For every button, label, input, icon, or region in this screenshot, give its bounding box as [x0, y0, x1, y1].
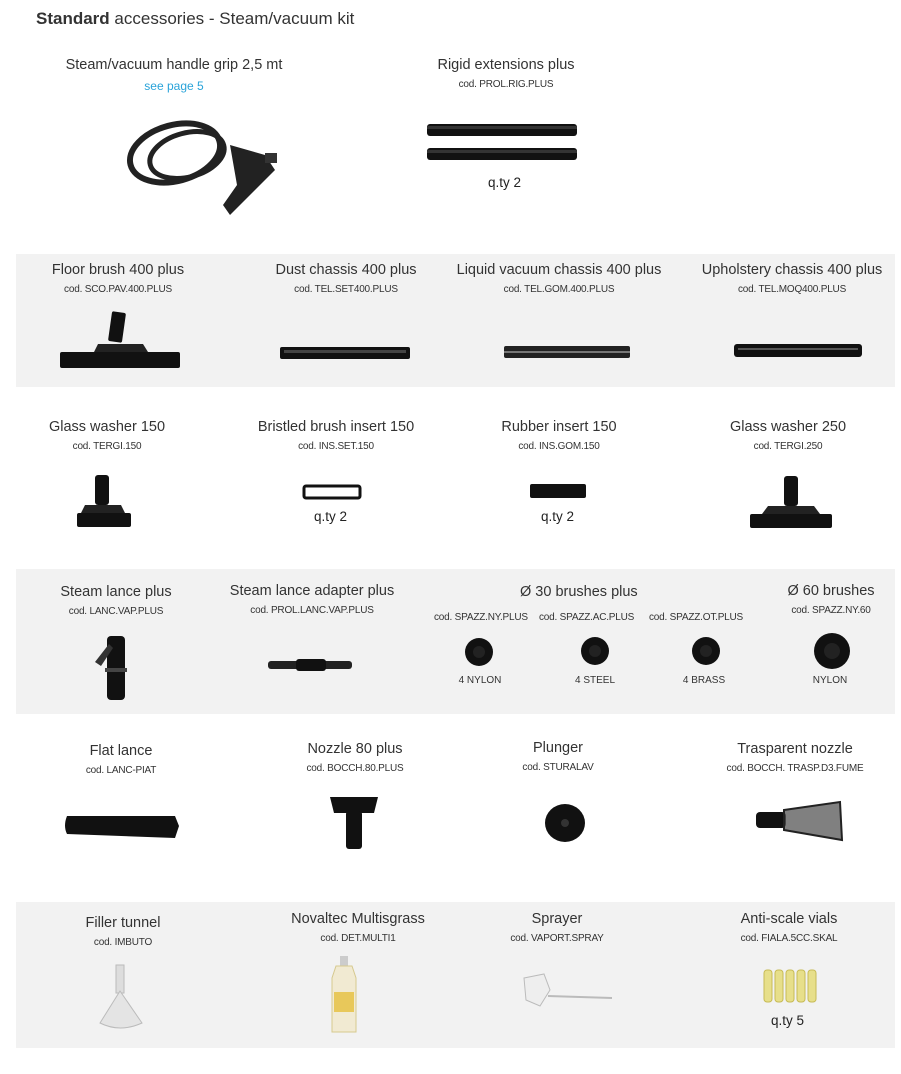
- product-code: cod. SPAZZ.OT.PLUS: [649, 612, 744, 623]
- product-anti-scale-vials: [674, 911, 901, 944]
- flat-lance-image: [63, 812, 181, 842]
- product-novaltec: [243, 911, 473, 944]
- dust-chassis-image: [278, 344, 413, 362]
- product-title: Anti-scale vials: [740, 911, 838, 927]
- product-code: cod. LANC.VAP.PLUS: [68, 606, 164, 617]
- product-upholstery-chassis: [677, 262, 901, 295]
- product-brushes-60: [716, 583, 901, 616]
- product-title: Floor brush 400 plus: [51, 262, 185, 278]
- product-code: cod. BOCCH. TRASP.D3.FUME: [726, 763, 864, 774]
- page-heading: Standard accessories - Steam/vacuum kit: [36, 9, 355, 28]
- product-title: Dust chassis 400 plus: [275, 262, 417, 278]
- product-rigid-extensions: [391, 57, 621, 90]
- steam-lance-image: [93, 632, 133, 702]
- nylon-brush-image: [463, 636, 495, 668]
- product-title: Upholstery chassis 400 plus: [701, 262, 883, 278]
- product-title: Trasparent nozzle: [737, 741, 853, 757]
- product-code: cod. BOCCH.80.PLUS: [306, 763, 404, 774]
- brush-60-image: [812, 631, 852, 671]
- product-code: cod. TEL.SET400.PLUS: [294, 284, 398, 295]
- product-glass-washer-150: [0, 419, 222, 452]
- product-code: cod. TEL.MOQ400.PLUS: [737, 284, 847, 295]
- product-title: Nozzle 80 plus: [307, 741, 403, 757]
- product-handle-grip: [59, 57, 289, 93]
- filler-tunnel-image: [96, 963, 146, 1033]
- steel-brush-image: [579, 635, 611, 667]
- product-flat-lance: [6, 743, 236, 776]
- brush-label: 4 STEEL: [574, 675, 616, 686]
- product-liquid-chassis: [444, 262, 674, 295]
- product-title: Novaltec Multisgrass: [291, 911, 425, 927]
- brass-brush-image: [690, 635, 722, 667]
- product-title: Flat lance: [89, 743, 153, 759]
- brush-label: 4 NYLON: [458, 675, 502, 686]
- rigid-extensions-image: [425, 120, 580, 170]
- product-rubber-insert: [444, 419, 674, 452]
- nozzle-80-image: [326, 793, 382, 853]
- product-code: cod. TERGI.150: [72, 441, 142, 452]
- quantity-label: q.ty 2: [314, 509, 348, 524]
- quantity-label: q.ty 5: [771, 1013, 805, 1028]
- quantity-label: q.ty 2: [488, 175, 522, 190]
- see-page-link[interactable]: see page 5: [144, 79, 204, 93]
- handle-grip-image: [125, 105, 285, 220]
- transparent-nozzle-image: [754, 800, 844, 848]
- product-code: cod. DET.MULTI1: [320, 933, 396, 944]
- plunger-image: [543, 802, 587, 844]
- steam-lance-adapter-image: [266, 658, 354, 672]
- product-code: cod. SPAZZ.AC.PLUS: [539, 612, 635, 623]
- rubber-insert-image: [528, 482, 588, 500]
- glass-washer-150-image: [75, 473, 133, 529]
- product-title: Bristled brush insert 150: [257, 419, 415, 435]
- brushes-30-title: Ø 30 brushes plus: [520, 584, 638, 600]
- product-glass-washer-250: [673, 419, 901, 452]
- product-title: Glass washer 250: [729, 419, 847, 435]
- product-title: Steam lance adapter plus: [229, 583, 395, 599]
- product-steam-lance-adapter: [197, 583, 427, 616]
- product-title: Steam/vacuum handle grip 2,5 mt: [65, 57, 283, 73]
- product-code: cod. TERGI.250: [753, 441, 823, 452]
- brush-label: NYLON: [812, 675, 848, 686]
- product-code: cod. PROL.LANC.VAP.PLUS: [250, 605, 374, 616]
- product-title: Sprayer: [531, 911, 583, 927]
- product-title: Filler tunnel: [85, 915, 161, 931]
- sprayer-image: [520, 970, 615, 1010]
- product-filler-tunnel: [8, 915, 238, 948]
- quantity-label: q.ty 2: [541, 509, 575, 524]
- product-title: Ø 60 brushes: [787, 583, 875, 599]
- product-code: cod. LANC-PIAT: [85, 765, 157, 776]
- product-title: Liquid vacuum chassis 400 plus: [456, 262, 662, 278]
- product-plunger: [443, 740, 673, 773]
- product-title: Rubber insert 150: [501, 419, 617, 435]
- product-code: cod. VAPORT.SPRAY: [510, 933, 604, 944]
- product-transparent-nozzle: [680, 741, 901, 774]
- liquid-chassis-image: [502, 343, 632, 361]
- product-code: cod. IMBUTO: [93, 937, 153, 948]
- product-floor-brush: [3, 262, 233, 295]
- product-code: cod. INS.GOM.150: [518, 441, 600, 452]
- product-code: cod. SPAZZ.NY.PLUS: [434, 612, 528, 623]
- upholstery-chassis-image: [732, 341, 864, 361]
- product-title: Rigid extensions plus: [437, 57, 575, 73]
- glass-washer-250-image: [748, 474, 834, 530]
- brush-label: 4 BRASS: [682, 675, 726, 686]
- novaltec-bottle-image: [330, 954, 358, 1034]
- bristled-insert-image: [302, 484, 362, 500]
- product-code: cod. SPAZZ.NY.60: [791, 605, 871, 616]
- product-nozzle-80: [240, 741, 470, 774]
- product-title: Glass washer 150: [48, 419, 166, 435]
- product-dust-chassis: [231, 262, 461, 295]
- product-title: Steam lance plus: [60, 584, 172, 600]
- product-code: cod. SCO.PAV.400.PLUS: [64, 284, 172, 295]
- product-sprayer: [442, 911, 672, 944]
- product-code: cod. INS.SET.150: [298, 441, 374, 452]
- product-code: cod. FIALA.5CC.SKAL: [740, 933, 838, 944]
- product-code: cod. PROL.RIG.PLUS: [458, 79, 554, 90]
- vials-image: [762, 964, 818, 1006]
- product-bristled-insert: [221, 419, 451, 452]
- product-title: Plunger: [533, 740, 583, 756]
- floor-brush-image: [58, 310, 183, 372]
- product-code: cod. TEL.GOM.400.PLUS: [503, 284, 615, 295]
- product-code: cod. STURALAV: [522, 762, 594, 773]
